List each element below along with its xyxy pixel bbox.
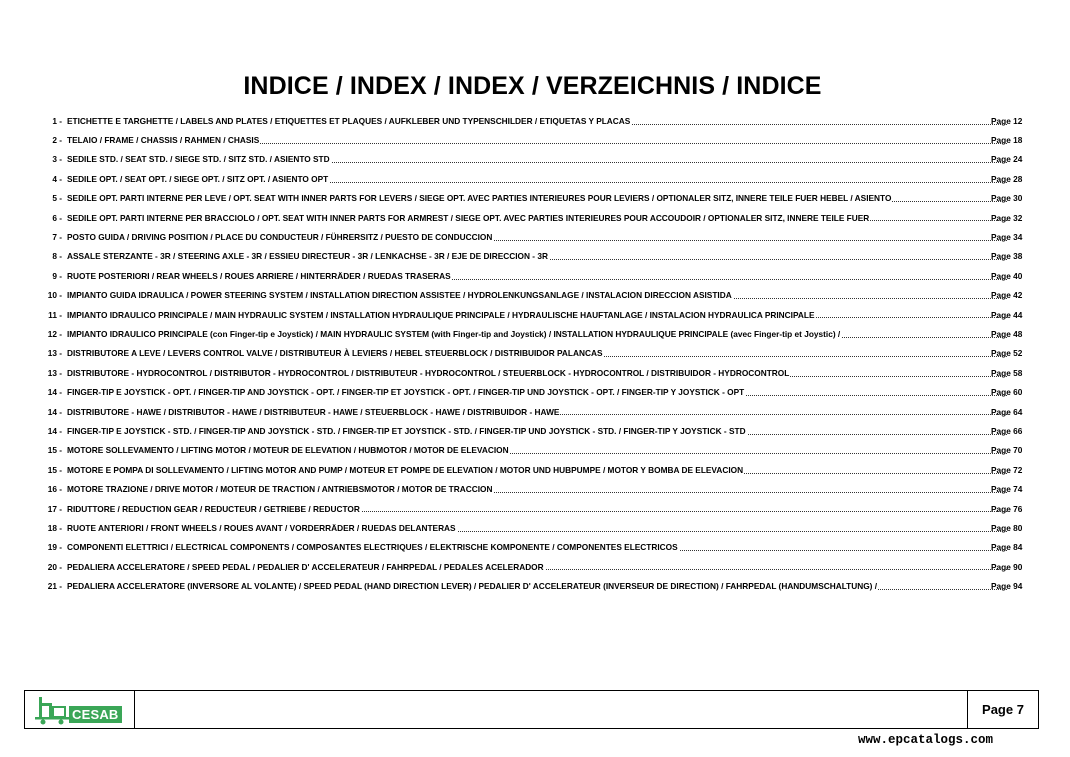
index-entry xyxy=(30,227,1030,246)
entry-page: Page 80 xyxy=(991,522,1023,533)
entry-page: Page 30 xyxy=(991,193,1023,204)
entry-title: PEDALIERA ACCELERATORE / SPEED PEDAL / PEDALIER D' ACCELERATEUR / FAHRPEDAL / PEDALES ACELERADOR xyxy=(67,561,544,572)
entry-number: 2 - xyxy=(52,135,62,146)
index-entry xyxy=(30,305,1030,324)
entry-title: IMPIANTO GUIDA IDRAULICA / POWER STEERING SYSTEM / INSTALLATION DIRECTION ASSISTEE / HYDROLENKUNGSANLAGE / INSTALACION DIRECCION ASISTIDA xyxy=(67,290,732,301)
index-entry xyxy=(30,111,1030,130)
entry-number: 11 - xyxy=(48,309,62,320)
entry-title: RIDUTTORE / REDUCTION GEAR / REDUCTEUR / GETRIEBE / REDUCTOR xyxy=(67,503,360,514)
entry-page: Page 24 xyxy=(991,154,1023,165)
index-entry xyxy=(30,344,1030,363)
entry-page: Page 34 xyxy=(991,232,1023,243)
entry-page: Page 58 xyxy=(991,367,1023,378)
entry-page: Page 76 xyxy=(991,503,1023,514)
entry-title: SEDILE OPT. PARTI INTERNE PER BRACCIOLO / OPT. SEAT WITH INNER PARTS FOR ARMREST / SIEGE OPT. AVEC PARTIES INTERIEURES POUR ACCOUDOIR / OPTIONALER SITZ, INNERE TEILE FUER xyxy=(67,212,870,223)
index-entry xyxy=(30,499,1030,518)
index-entry xyxy=(30,363,1030,382)
watermark-url: www.epcatalogs.com xyxy=(858,733,994,747)
entry-title: COMPONENTI ELETTRICI / ELECTRICAL COMPONENTS / COMPOSANTES ELECTRIQUES / ELEKTRISCHE KOMPONENTE / COMPONENTES ELECTRICOS xyxy=(67,542,678,553)
index-entry xyxy=(30,150,1030,169)
logo-text: CESAB xyxy=(69,706,122,723)
entry-page: Page 74 xyxy=(991,484,1023,495)
entry-number: 14 - xyxy=(47,406,62,417)
entry-title: IMPIANTO IDRAULICO PRINCIPALE / MAIN HYDRAULIC SYSTEM / INSTALLATION HYDRAULIQUE PRINCIPALE / HYDRAULISCHE HAUFTANLAGE / INSTALACION HYDRAULICA PRINCIPALE xyxy=(67,309,815,320)
entry-page: Page 66 xyxy=(991,425,1023,436)
entry-title: SEDILE OPT. / SEAT OPT. / SIEGE OPT. / SITZ OPT. / ASIENTO OPT xyxy=(67,173,329,184)
entry-number: 15 - xyxy=(47,445,62,456)
index-entry xyxy=(30,460,1030,479)
entry-number: 13 - xyxy=(47,348,62,359)
entry-number: 17 - xyxy=(47,503,62,514)
entry-number: 18 - xyxy=(47,522,62,533)
page-number: Page 7 xyxy=(967,691,1038,728)
entry-title: DISTRIBUTORE - HAWE / DISTRIBUTOR - HAWE / DISTRIBUTEUR - HAWE / STEUERBLOCK - HAWE / DISTRIBUIDOR - HAWE xyxy=(67,406,560,417)
entry-title: ASSALE STERZANTE - 3R / STEERING AXLE - 3R / ESSIEU DIRECTEUR - 3R / LENKACHSE - 3R / EJE DE DIRECCION - 3R xyxy=(67,251,548,262)
entry-page: Page 40 xyxy=(991,270,1023,281)
entry-page: Page 90 xyxy=(991,561,1023,572)
footer-bar xyxy=(24,690,1039,729)
entry-number: 10 - xyxy=(47,290,62,301)
entry-title: POSTO GUIDA / DRIVING POSITION / PLACE DU CONDUCTEUR / FÜHRERSITZ / PUESTO DE CONDUCCION xyxy=(67,232,493,243)
entry-page: Page 84 xyxy=(991,542,1023,553)
index-entry xyxy=(30,208,1030,227)
index-entry xyxy=(30,479,1030,498)
entry-number: 3 - xyxy=(52,154,62,165)
entry-number: 14 - xyxy=(47,387,62,398)
entry-number: 12 - xyxy=(47,328,62,339)
entry-page: Page 32 xyxy=(991,212,1023,223)
entry-number: 9 - xyxy=(52,270,62,281)
entry-title: TELAIO / FRAME / CHASSIS / RAHMEN / CHASIS xyxy=(67,135,260,146)
index-entry xyxy=(30,557,1030,576)
forklift-icon xyxy=(35,695,69,725)
index-entry xyxy=(30,189,1030,208)
entry-title: SEDILE STD. / SEAT STD. / SIEGE STD. / SITZ STD. / ASIENTO STD xyxy=(67,154,330,165)
entry-title: FINGER-TIP E JOYSTICK - STD. / FINGER-TIP AND JOYSTICK - STD. / FINGER-TIP ET JOYSTICK - STD. / FINGER-TIP UND JOYSTICK - STD. / FINGER-TIP Y JOYSTICK - STD xyxy=(67,425,746,436)
index-entry xyxy=(30,247,1030,266)
entry-number: 7 - xyxy=(52,232,62,243)
index-entry xyxy=(30,324,1030,343)
entry-page: Page 42 xyxy=(991,290,1023,301)
index-entry xyxy=(30,441,1030,460)
index-entry xyxy=(30,402,1030,421)
entry-page: Page 18 xyxy=(991,135,1023,146)
entry-number: 13 - xyxy=(47,367,62,378)
index-entry xyxy=(30,266,1030,285)
entry-number: 1 - xyxy=(52,115,62,126)
entry-number: 5 - xyxy=(52,193,62,204)
entry-number: 14 - xyxy=(47,425,62,436)
entry-page: Page 48 xyxy=(991,328,1023,339)
entry-page: Page 38 xyxy=(991,251,1023,262)
entry-number: 16 - xyxy=(47,484,62,495)
entry-page: Page 70 xyxy=(991,445,1023,456)
index-list xyxy=(30,111,1030,596)
logo xyxy=(25,691,135,728)
entry-title: MOTORE SOLLEVAMENTO / LIFTING MOTOR / MOTEUR DE ELEVATION / HUBMOTOR / MOTOR DE ELEVACION xyxy=(67,445,509,456)
index-entry xyxy=(30,286,1030,305)
entry-number: 21 - xyxy=(47,581,62,592)
entry-number: 20 - xyxy=(47,561,62,572)
index-entry xyxy=(30,576,1030,595)
entry-page: Page 28 xyxy=(991,173,1023,184)
entry-page: Page 94 xyxy=(991,581,1023,592)
entry-page: Page 52 xyxy=(991,348,1023,359)
index-entry xyxy=(30,518,1030,537)
entry-number: 8 - xyxy=(52,251,62,262)
entry-page: Page 64 xyxy=(991,406,1023,417)
entry-number: 19 - xyxy=(47,542,62,553)
index-entry xyxy=(30,130,1030,149)
entry-title: RUOTE POSTERIORI / REAR WHEELS / ROUES ARRIERE / HINTERRÄDER / RUEDAS TRASERAS xyxy=(67,270,451,281)
entry-title: IMPIANTO IDRAULICO PRINCIPALE (con Finger-tip e Joystick) / MAIN HYDRAULIC SYSTEM (with Finger-tip and Joystick) / INSTALLATION HYDRAULIQUE PRINCIPALE (avec Finger-tip et Joystic) / xyxy=(67,328,841,339)
entry-title: SEDILE OPT. PARTI INTERNE PER LEVE / OPT. SEAT WITH INNER PARTS FOR LEVERS / SIEGE OPT. AVEC PARTIES INTERIEURES POUR LEVIERS / OPTIONALER SITZ, INNERE TEILE FUER HEBEL / ASIENTO xyxy=(67,193,892,204)
page-title: INDICE / INDEX / INDEX / VERZEICHNIS / INDICE xyxy=(243,72,822,100)
entry-number: 15 - xyxy=(47,464,62,475)
entry-number: 6 - xyxy=(52,212,62,223)
index-entry xyxy=(30,421,1030,440)
index-entry xyxy=(30,382,1030,401)
entry-title: FINGER-TIP E JOYSTICK - OPT. / FINGER-TIP AND JOYSTICK - OPT. / FINGER-TIP ET JOYSTICK - OPT. / FINGER-TIP UND JOYSTICK - OPT. / FINGER-TIP Y JOYSTICK - OPT xyxy=(67,387,745,398)
entry-page: Page 12 xyxy=(991,115,1023,126)
entry-title: MOTORE E POMPA DI SOLLEVAMENTO / LIFTING MOTOR AND PUMP / MOTEUR ET POMPE DE ELEVATION / MOTOR UND HUBPUMPE / MOTOR Y BOMBA DE ELEVACION xyxy=(67,464,744,475)
entry-title: ETICHETTE E TARGHETTE / LABELS AND PLATES / ETIQUETTES ET PLAQUES / AUFKLEBER UND TYPENSCHILDER / ETIQUETAS Y PLACAS xyxy=(67,115,631,126)
entry-title: MOTORE TRAZIONE / DRIVE MOTOR / MOTEUR DE TRACTION / ANTRIEBSMOTOR / MOTOR DE TRACCION xyxy=(67,484,493,495)
entry-title: PEDALIERA ACCELERATORE (INVERSORE AL VOLANTE) / SPEED PEDAL (HAND DIRECTION LEVER) / PEDALIER D' ACCELERATEUR (INVERSEUR DE DIRECTION) / FAHRPEDAL (HANDUMSCHALTUNG) / xyxy=(67,581,878,592)
entry-title: DISTRIBUTORE - HYDROCONTROL / DISTRIBUTOR - HYDROCONTROL / DISTRIBUTEUR - HYDROCONTROL / STEUERBLOCK - HYDROCONTROL / DISTRIBUIDOR - HYDROCONTROL xyxy=(67,367,790,378)
index-entry xyxy=(30,169,1030,188)
entry-page: Page 72 xyxy=(991,464,1023,475)
entry-number: 4 - xyxy=(52,173,62,184)
index-entry xyxy=(30,538,1030,557)
entry-page: Page 60 xyxy=(991,387,1023,398)
entry-page: Page 44 xyxy=(991,309,1023,320)
entry-title: RUOTE ANTERIORI / FRONT WHEELS / ROUES AVANT / VORDERRÄDER / RUEDAS DELANTERAS xyxy=(67,522,456,533)
entry-title: DISTRIBUTORE A LEVE / LEVERS CONTROL VALVE / DISTRIBUTEUR À LEVIERS / HEBEL STEUERBLOCK / DISTRIBUIDOR PALANCAS xyxy=(67,348,603,359)
